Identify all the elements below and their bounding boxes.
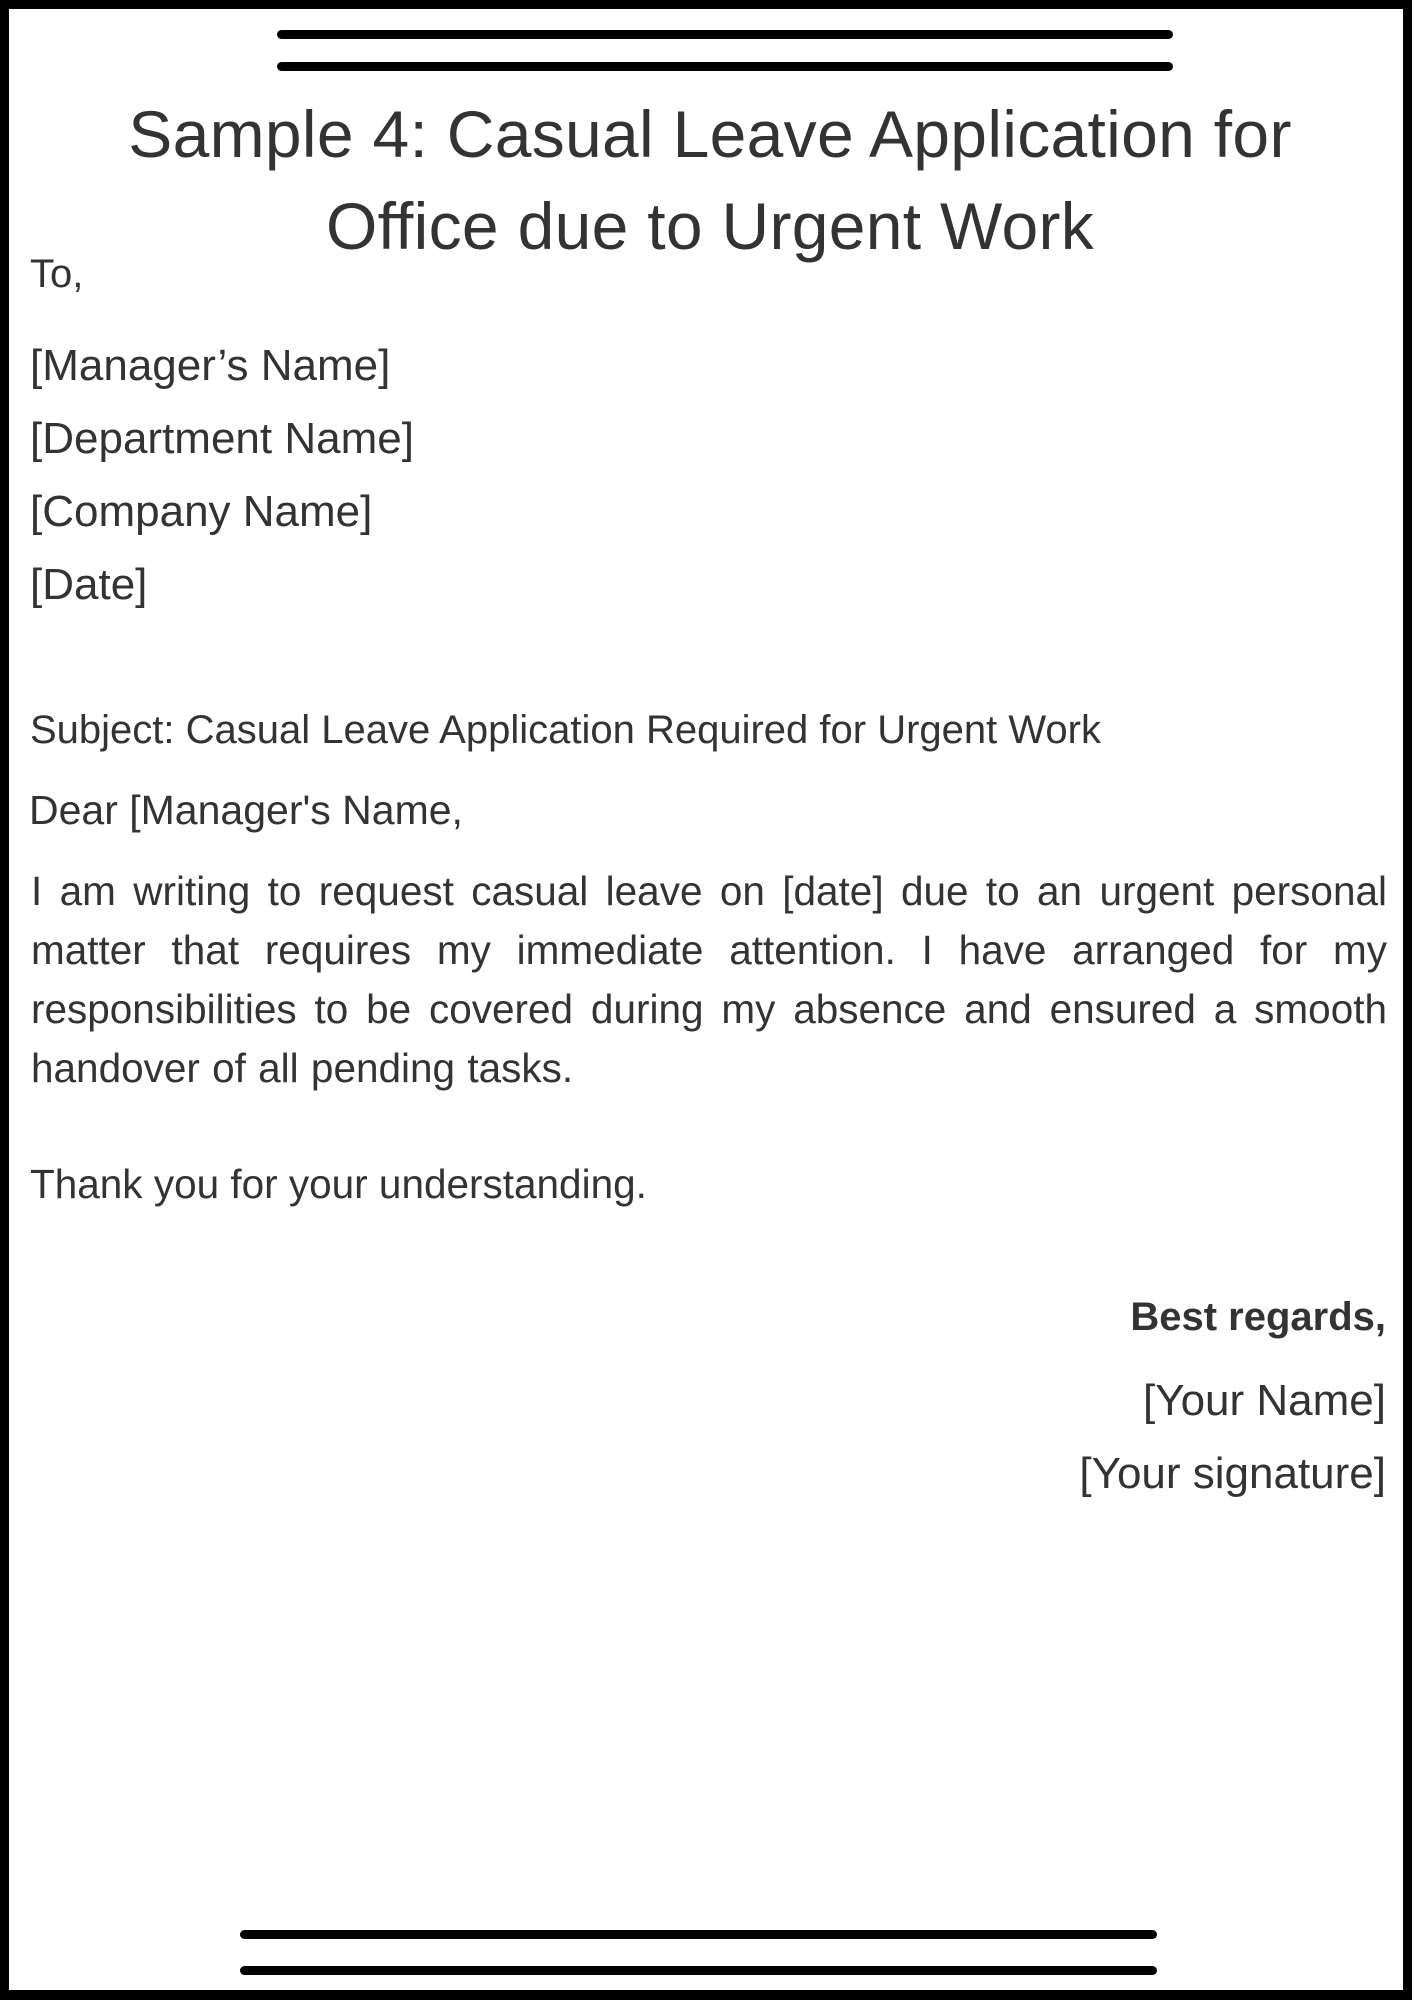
sign-off: Best regards, [1130, 1295, 1386, 1339]
subject-line: Subject: Casual Leave Application Required for Urgent Work [30, 708, 1101, 752]
title-line-2: Office due to Urgent Work [325, 189, 1095, 263]
bottom-rule-2 [240, 1966, 1157, 1975]
thank-you-line: Thank you for your understanding. [30, 1161, 647, 1207]
greeting: Dear [Manager's Name, [29, 787, 463, 833]
sender-signature: [Your signature] [1079, 1449, 1386, 1498]
recipient-department-name: [Department Name] [30, 414, 414, 463]
recipient-manager-name: [Manager’s Name] [30, 341, 391, 390]
bottom-rule-1 [240, 1930, 1157, 1939]
recipient-to: To, [30, 252, 84, 296]
page-title [20, 88, 1400, 272]
body-paragraph: I am writing to request casual leave on [date] due to an urgent personal matter that requires my immediate attention. I have arranged for my responsibilities to be covered during my absence and ensured a smooth handover of all pending tasks. [31, 868, 1387, 1091]
recipient-date: [Date] [30, 560, 148, 609]
top-rule-2 [277, 62, 1173, 71]
top-rule-1 [277, 30, 1173, 39]
sender-name: [Your Name] [1143, 1376, 1386, 1425]
recipient-company-name: [Company Name] [30, 487, 373, 536]
title-line-1: Sample 4: Casual Leave Application for [128, 97, 1292, 171]
